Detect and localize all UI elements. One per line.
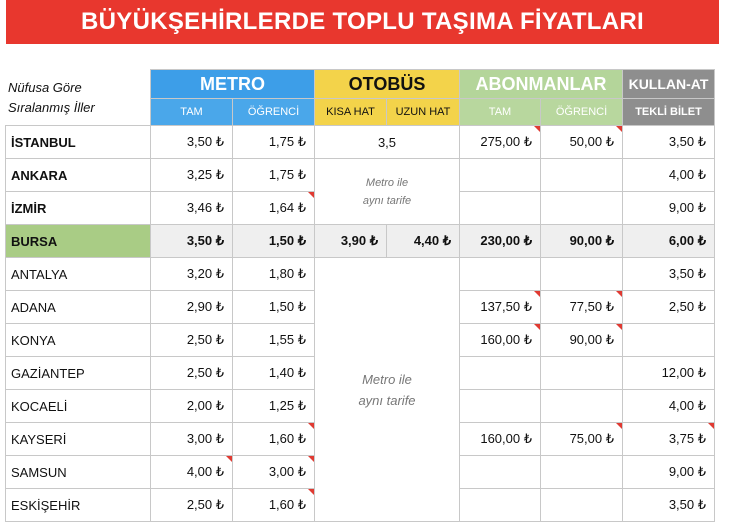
uzun-hat-cell: 4,40 ₺ bbox=[387, 225, 460, 258]
tekli-bilet-cell: 6,00 ₺ bbox=[623, 225, 715, 258]
subheader-metro-ogrenci: ÖĞRENCİ bbox=[233, 99, 315, 126]
tekli-bilet-cell bbox=[623, 423, 715, 456]
table-row bbox=[6, 126, 715, 159]
abon-tam-cell bbox=[460, 324, 541, 357]
abon-ogrenci-value: 90,00 ₺ bbox=[569, 332, 614, 347]
abon-tam-cell bbox=[460, 126, 541, 159]
otobus-merged-cell: 3,5 bbox=[315, 126, 460, 159]
comment-marker-icon bbox=[534, 126, 540, 132]
tekli-bilet-cell: 9,00 ₺ bbox=[623, 456, 715, 489]
header-abonman: ABONMANLAR bbox=[460, 70, 623, 99]
abon-tam-cell bbox=[460, 357, 541, 390]
city-name: GAZİANTEP bbox=[6, 357, 151, 390]
city-name: ADANA bbox=[6, 291, 151, 324]
abon-tam-cell bbox=[460, 192, 541, 225]
comment-marker-icon bbox=[534, 324, 540, 330]
table-row bbox=[6, 258, 715, 291]
same-tariff-line2: aynı tarife bbox=[358, 392, 416, 408]
abon-tam-cell: 160,00 ₺ bbox=[460, 423, 541, 456]
abon-tam-cell bbox=[460, 489, 541, 522]
header-kullan-at: KULLAN-AT bbox=[623, 70, 715, 99]
same-tariff-line2: aynı tarife bbox=[362, 194, 412, 207]
metro-ogrenci-cell bbox=[233, 192, 315, 225]
metro-ogrenci-value: 1,60 ₺ bbox=[268, 497, 306, 512]
abon-ogrenci-cell: 90,00 ₺ bbox=[541, 225, 623, 258]
abon-tam-value: 137,50 ₺ bbox=[480, 299, 532, 314]
metro-tam-cell: 3,50 ₺ bbox=[151, 126, 233, 159]
abon-tam-cell bbox=[460, 159, 541, 192]
comment-marker-icon bbox=[616, 291, 622, 297]
abon-tam-cell bbox=[460, 390, 541, 423]
city-name: ANTALYA bbox=[6, 258, 151, 291]
subheader-uzun-hat: UZUN HAT bbox=[387, 99, 460, 126]
tekli-bilet-cell: 3,50 ₺ bbox=[623, 489, 715, 522]
comment-marker-icon bbox=[308, 489, 314, 495]
table-row-highlighted bbox=[6, 225, 715, 258]
abon-ogrenci-cell bbox=[541, 357, 623, 390]
otobus-same-tariff-note-large bbox=[315, 258, 460, 522]
header-metro: METRO bbox=[151, 70, 315, 99]
abon-ogrenci-value: 77,50 ₺ bbox=[569, 299, 614, 314]
abon-tam-value: 160,00 ₺ bbox=[480, 332, 532, 347]
metro-ogrenci-cell bbox=[233, 456, 315, 489]
city-name: İSTANBUL bbox=[6, 126, 151, 159]
metro-ogrenci-cell bbox=[233, 423, 315, 456]
tekli-bilet-cell: 4,00 ₺ bbox=[623, 159, 715, 192]
comment-marker-icon bbox=[308, 423, 314, 429]
metro-tam-cell: 2,00 ₺ bbox=[151, 390, 233, 423]
metro-tam-cell: 3,00 ₺ bbox=[151, 423, 233, 456]
tekli-bilet-cell: 3,50 ₺ bbox=[623, 126, 715, 159]
subheader-abon-ogrenci: ÖĞRENCİ bbox=[541, 99, 623, 126]
kisa-hat-cell: 3,90 ₺ bbox=[315, 225, 387, 258]
city-name: SAMSUN bbox=[6, 456, 151, 489]
subheader-abon-tam: TAM bbox=[460, 99, 541, 126]
city-name: İZMİR bbox=[6, 192, 151, 225]
comment-marker-icon bbox=[534, 291, 540, 297]
comment-marker-icon bbox=[308, 456, 314, 462]
abon-ogrenci-cell bbox=[541, 126, 623, 159]
comment-marker-icon bbox=[616, 126, 622, 132]
city-name: ANKARA bbox=[6, 159, 151, 192]
subheader-kisa-hat: KISA HAT bbox=[315, 99, 387, 126]
abon-tam-cell bbox=[460, 258, 541, 291]
abon-tam-cell bbox=[460, 291, 541, 324]
metro-tam-value: 4,00 ₺ bbox=[186, 464, 224, 479]
table-row bbox=[6, 159, 715, 192]
abon-ogrenci-cell bbox=[541, 258, 623, 291]
metro-tam-cell: 3,50 ₺ bbox=[151, 225, 233, 258]
comment-marker-icon bbox=[616, 423, 622, 429]
city-name: BURSA bbox=[6, 225, 151, 258]
same-tariff-line1: Metro ile bbox=[362, 371, 412, 387]
metro-ogrenci-cell: 1,75 ₺ bbox=[233, 126, 315, 159]
metro-ogrenci-cell: 1,25 ₺ bbox=[233, 390, 315, 423]
price-table bbox=[5, 69, 715, 522]
metro-tam-cell: 2,50 ₺ bbox=[151, 324, 233, 357]
metro-tam-cell: 2,50 ₺ bbox=[151, 357, 233, 390]
comment-marker-icon bbox=[308, 192, 314, 198]
metro-ogrenci-cell: 1,50 ₺ bbox=[233, 225, 315, 258]
header-otobus: OTOBÜS bbox=[315, 70, 460, 99]
abon-tam-value: 275,00 ₺ bbox=[480, 134, 532, 149]
comment-marker-icon bbox=[226, 456, 232, 462]
metro-ogrenci-cell: 1,50 ₺ bbox=[233, 291, 315, 324]
abon-ogrenci-cell bbox=[541, 456, 623, 489]
abon-ogrenci-cell bbox=[541, 423, 623, 456]
otobus-same-tariff-note bbox=[315, 159, 460, 225]
city-name: ESKİŞEHİR bbox=[6, 489, 151, 522]
metro-tam-cell: 3,20 ₺ bbox=[151, 258, 233, 291]
abon-ogrenci-value: 50,00 ₺ bbox=[569, 134, 614, 149]
metro-tam-cell: 3,46 ₺ bbox=[151, 192, 233, 225]
metro-ogrenci-value: 1,64 ₺ bbox=[268, 200, 306, 215]
metro-ogrenci-value: 3,00 ₺ bbox=[268, 464, 306, 479]
metro-ogrenci-cell: 1,40 ₺ bbox=[233, 357, 315, 390]
abon-ogrenci-cell bbox=[541, 390, 623, 423]
comment-marker-icon bbox=[616, 324, 622, 330]
city-name: KONYA bbox=[6, 324, 151, 357]
tekli-bilet-cell bbox=[623, 324, 715, 357]
header-corner bbox=[6, 70, 151, 99]
abon-ogrenci-cell bbox=[541, 159, 623, 192]
same-tariff-line1: Metro ile bbox=[365, 176, 409, 189]
sort-note-line1: Nüfusa Göre bbox=[8, 80, 82, 95]
metro-tam-cell: 2,90 ₺ bbox=[151, 291, 233, 324]
abon-ogrenci-cell bbox=[541, 489, 623, 522]
city-name: KOCAELİ bbox=[6, 390, 151, 423]
sort-note-line2: Sıralanmış İller bbox=[8, 100, 95, 115]
abon-ogrenci-cell bbox=[541, 192, 623, 225]
abon-tam-cell bbox=[460, 456, 541, 489]
metro-ogrenci-cell: 1,55 ₺ bbox=[233, 324, 315, 357]
abon-ogrenci-value: 75,00 ₺ bbox=[569, 431, 614, 446]
tekli-bilet-cell: 2,50 ₺ bbox=[623, 291, 715, 324]
metro-ogrenci-cell bbox=[233, 489, 315, 522]
page-title: BÜYÜKŞEHİRLERDE TOPLU TAŞIMA FİYATLARI bbox=[6, 0, 719, 44]
header-corner-2 bbox=[6, 99, 151, 126]
city-name: KAYSERİ bbox=[6, 423, 151, 456]
metro-ogrenci-cell: 1,75 ₺ bbox=[233, 159, 315, 192]
comment-marker-icon bbox=[708, 423, 714, 429]
abon-tam-cell: 230,00 ₺ bbox=[460, 225, 541, 258]
metro-tam-cell: 3,25 ₺ bbox=[151, 159, 233, 192]
subheader-metro-tam: TAM bbox=[151, 99, 233, 126]
metro-tam-cell: 2,50 ₺ bbox=[151, 489, 233, 522]
tekli-bilet-cell: 4,00 ₺ bbox=[623, 390, 715, 423]
metro-tam-cell bbox=[151, 456, 233, 489]
tekli-bilet-cell: 9,00 ₺ bbox=[623, 192, 715, 225]
metro-ogrenci-cell: 1,80 ₺ bbox=[233, 258, 315, 291]
tekli-bilet-cell: 3,50 ₺ bbox=[623, 258, 715, 291]
metro-ogrenci-value: 1,60 ₺ bbox=[268, 431, 306, 446]
tekli-bilet-value: 3,75 ₺ bbox=[668, 431, 706, 446]
abon-ogrenci-cell bbox=[541, 291, 623, 324]
abon-ogrenci-cell bbox=[541, 324, 623, 357]
tekli-bilet-cell: 12,00 ₺ bbox=[623, 357, 715, 390]
subheader-tekli-bilet: TEKLİ BİLET bbox=[623, 99, 715, 126]
